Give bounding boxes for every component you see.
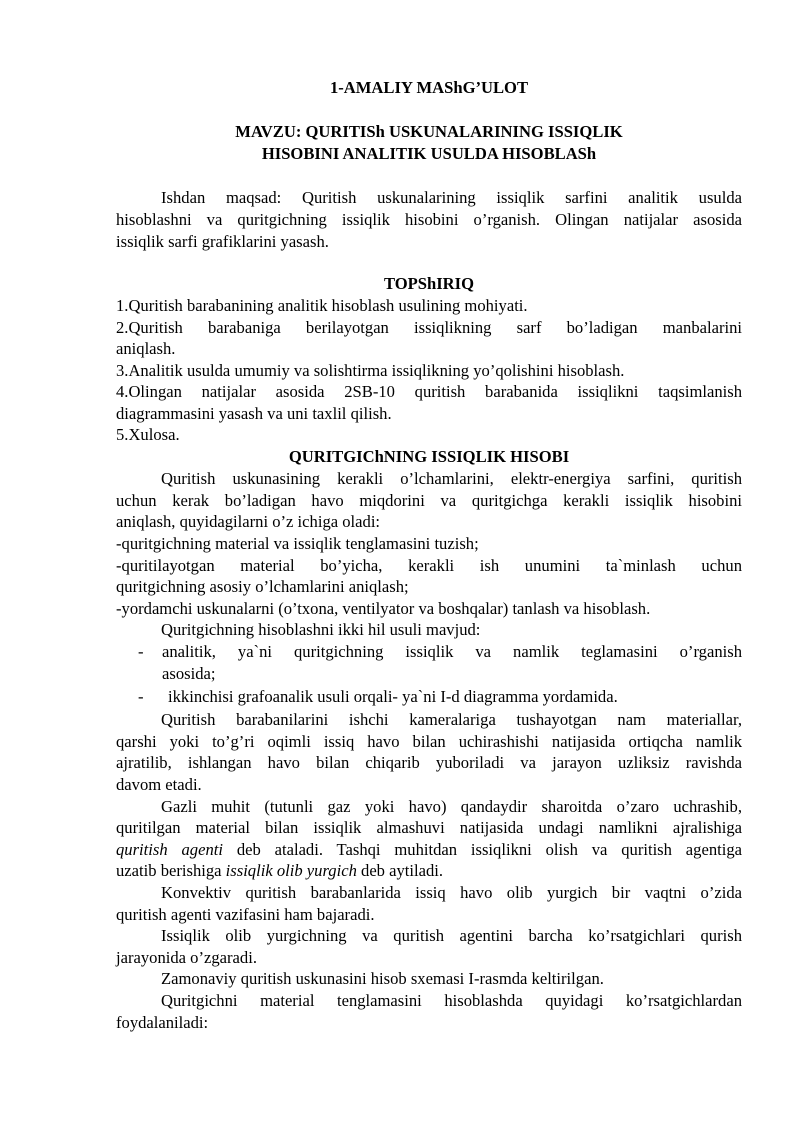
paragraph-line: Issiqlik olib yurgichning va quritish agentini barcha ko’rsatgichlari qurish <box>161 926 742 945</box>
paragraph-line <box>116 839 742 861</box>
text-run: uzatib berishiga <box>116 861 226 880</box>
paragraph-line: davom etadi. <box>116 775 202 794</box>
task-item: 1.Quritish barabanining analitik hisoblash usulining mohiyati. <box>116 296 528 315</box>
paragraph-line: Zamonaviy quritish uskunasini hisob sxemasi I-rasmda keltirilgan. <box>161 969 604 988</box>
text-run: deb ataladi. Tashqi muhitdan issiqlikni olish va quritish agentiga <box>222 840 742 859</box>
bullet-dash: - <box>138 687 144 706</box>
paragraph-line: quritgichning asosiy o’lchamlarini aniqlash; <box>116 577 409 596</box>
goal-line-2: hisoblashni va quritgichning issiqlik hisobini o’rganish. Olingan natijalar asosida <box>116 210 742 229</box>
bullet-line: asosida; <box>162 664 216 683</box>
paragraph-line: Quritgichni material tenglamasini hisoblashda quyidagi ko’rsatgichlardan <box>161 991 742 1010</box>
paragraph-line: uchun kerak bo’ladigan havo miqdorini va quritgichga kerakli issiqlik hisobini <box>116 491 742 510</box>
paragraph-line: -quritilayotgan material bo’yicha, kerakli ish unumini ta`minlash uchun <box>116 556 742 575</box>
task-item: 3.Analitik usulda umumiy va solishtirma issiqlikning yo’qolishini hisoblash. <box>116 361 625 380</box>
paragraph-line: Gazli muhit (tutunli gaz yoki havo) qandaydir sharoitda o’zaro uchrashib, <box>161 797 742 816</box>
section-heading: QURITGIChNING ISSIQLIK HISOBI <box>288 447 570 466</box>
paragraph-line: quritish agenti vazifasini ham bajaradi. <box>116 905 375 924</box>
task-heading: TOPShIRIQ <box>383 274 475 293</box>
italic-term: quritish agenti <box>116 840 223 859</box>
paragraph-line: qarshi yoki to’g’ri oqimli issiq havo bilan uchirashishi natijasida ortiqcha namlik <box>116 732 742 751</box>
topic-line-1: MAVZU: QURITISh USKUNALARINING ISSIQLIK <box>235 122 623 141</box>
paragraph-line: -yordamchi uskunalarni (o’txona, ventilyator va boshqalar) tanlash va hisoblash. <box>116 599 651 618</box>
goal-line-1: Ishdan maqsad: Quritish uskunalarining issiqlik sarfini analitik usulda <box>161 188 742 207</box>
task-item: 5.Xulosa. <box>116 425 180 444</box>
paragraph-line: aniqlash, quyidagilarni o’z ichiga oladi: <box>116 512 381 531</box>
bullet-dash: - <box>138 642 144 661</box>
page-title: 1-AMALIY MAShG’ULOT <box>329 78 529 97</box>
paragraph-line: jarayonida o’zgaradi. <box>116 948 257 967</box>
paragraph-line: Quritgichning hisoblashni ikki hil usuli mavjud: <box>161 620 481 639</box>
italic-term: issiqlik olib yurgich <box>225 861 357 880</box>
topic-line-2: HISOBINI ANALITIK USULDA HISOBLASh <box>261 144 597 163</box>
bullet-line: ikkinchisi grafoanalik usuli orqali- ya`ni I-d diagramma yordamida. <box>168 687 618 706</box>
paragraph-line: Quritish uskunasining kerakli o’lchamlarini, elektr-energiya sarfini, quritish <box>161 469 742 488</box>
task-item: 4.Olingan natijalar asosida 2SB-10 quritish barabanida issiqlikni taqsimlanish <box>116 382 742 401</box>
paragraph-line: Quritish barabanilarini ishchi kameralariga tushayotgan nam materiallar, <box>161 710 742 729</box>
task-item: 2.Quritish barabaniga berilayotgan issiqlikning sarf bo’ladigan manbalarini <box>116 318 742 337</box>
text-run: deb aytiladi. <box>356 861 444 880</box>
paragraph-line: ajratilib, ishlangan havo bilan chiqarib yuboriladi va jarayon uzliksiz ravishda <box>116 753 742 772</box>
paragraph-line: -quritgichning material va issiqlik tenglamasini tuzish; <box>116 534 479 553</box>
paragraph-line: foydalaniladi: <box>116 1013 209 1032</box>
task-item: aniqlash. <box>116 339 176 358</box>
goal-line-3: issiqlik sarfi grafiklarini yasash. <box>116 232 329 251</box>
paragraph-line: quritilgan material bilan issiqlik almashuvi natijasida undagi namlikni ajralishiga <box>116 818 742 837</box>
task-item: diagrammasini yasash va uni taxlil qilish. <box>116 404 392 423</box>
bullet-line: analitik, ya`ni quritgichning issiqlik va namlik teglamasini o’rganish <box>162 642 742 661</box>
paragraph-line <box>116 860 742 882</box>
paragraph-line: Konvektiv quritish barabanlarida issiq havo olib yurgich bir vaqtni o’zida <box>161 883 742 902</box>
